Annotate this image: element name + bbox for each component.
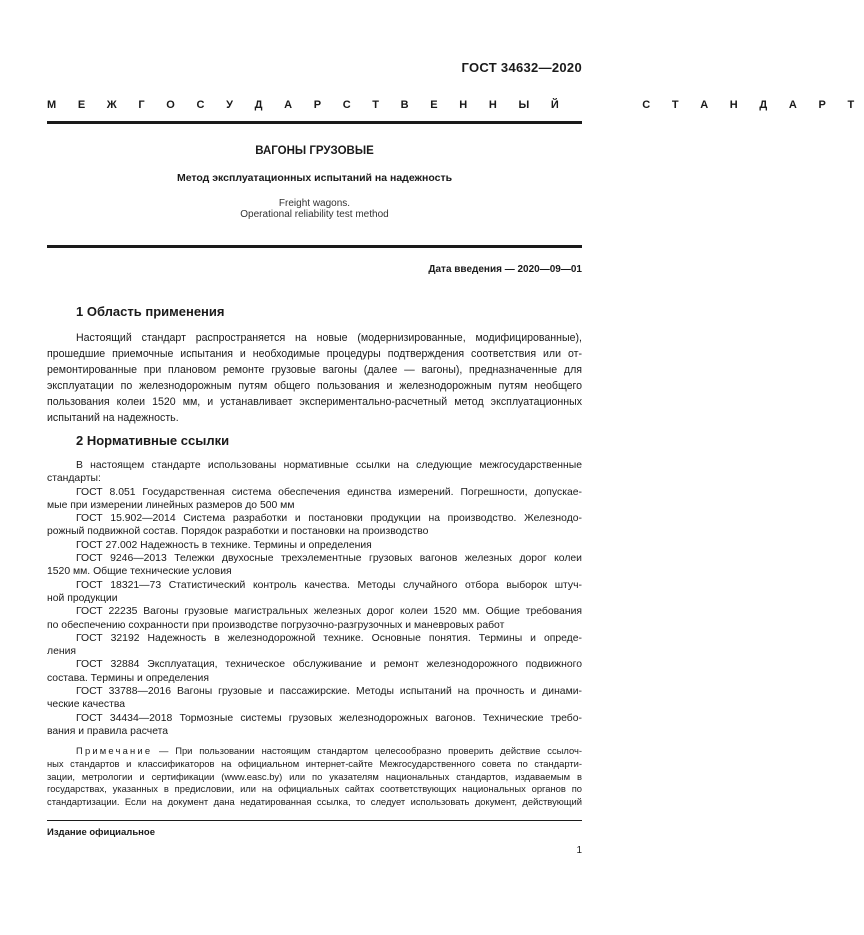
note-line: стандартизации. Если на документ дана недатированная ссылка, то следует использовать документ, действующий [47,796,582,808]
footer-rule [47,820,582,821]
reference-line: ГОСТ 15.902—2014 Система разработки и постановки продукции на производство. Железнодо- [76,513,582,525]
english-title-line-2: Operational reliability test method [240,209,389,220]
reference-line: 1520 мм. Общие технические условия [47,566,232,578]
document-title: ВАГОНЫ ГРУЗОВЫЕ [255,145,374,157]
section-2-body [47,459,582,738]
note-line: государствах, указанных в предисловии, или на официальных сайтах соответствующих национальных органов по [47,783,582,795]
section-2-heading: 2 Нормативные ссылки [76,433,230,448]
text-line: эксплуатации по железнодорожным путям общего пользования и железнодорожным путям необщего [47,380,582,392]
text-line: Настоящий стандарт распространяется на новые (модернизированные, модифицированные), [76,332,582,344]
note-block [47,745,582,809]
english-title-line-1: Freight wagons. [278,198,351,209]
note-first-line [47,745,582,758]
text-line: ремонтированные при плановом ремонте грузовые вагоны (далее — вагоны), предназначенные для [47,364,582,376]
text-line: В настоящем стандарте использованы нормативные ссылки на следующие межгосударственные [76,460,582,471]
note-label: Примечание [76,745,153,756]
section-1-body [47,330,582,426]
reference-line: ческие качества [47,699,126,711]
text-line: испытаний на надежность. [47,412,179,424]
reference-line: ГОСТ 8.051 Государственная система обеспечения единства измерений. Погрешности, допускае- [76,486,582,498]
reference-line: ГОСТ 32192 Надежность в железнодорожной технике. Основные понятия. Термины и опреде- [76,632,582,644]
effective-date: Дата введения — 2020—09—01 [428,264,582,275]
document-code: ГОСТ 34632—2020 [461,60,582,75]
note-text: — При пользовании настоящим стандартом целесообразно проверить действие ссылоч- [152,745,582,756]
reference-line: ГОСТ 34434—2018 Тормозные системы грузовых железнодорожных вагонов. Технические требо- [76,712,582,724]
text-line: прошедшие приемочные испытания и необходимые процедуры подтверждения соответствия или от- [47,348,582,360]
reference-line: ГОСТ 33788—2016 Вагоны грузовые и пассажирские. Методы испытаний на прочность и динами- [76,686,582,698]
note-line: ных стандартов и классификаторов на официальном интернет-сайте Межгосударственного совета по стандарти- [47,757,582,769]
official-edition-label: Издание официальное [47,827,155,838]
reference-line: ГОСТ 9246—2013 Тележки двухосные трехэлементные грузовых вагонов железных дорог колеи [76,553,582,565]
page-number: 1 [576,845,582,856]
title-rule [47,245,582,248]
section-1-heading: 1 Область применения [76,304,225,319]
reference-line: ГОСТ 18321—73 Статистический контроль качества. Методы случайного отбора выборок штуч- [76,579,582,591]
reference-line: ГОСТ 32884 Эксплуатация, техническое обслуживание и ремонт железнодорожного подвижного [76,659,582,671]
reference-line: ной продукции [47,592,118,604]
text-line: пользования колеи 1520 мм, и устанавливает экспериментально-расчетный метод эксплуатационных [47,396,582,408]
text-line: стандарты: [47,473,101,485]
reference-line: состава. Термины и определения [47,672,209,684]
reference-line: вания и правила расчета [47,725,169,737]
reference-line: ГОСТ 27.002 Надежность в технике. Термины и определения [76,539,372,551]
note-line: зации, метрологии и сертификации (www.easc.by) или по указателям национальных стандартов, издаваемым в [47,770,582,782]
standard-banner: М Е Ж Г О С У Д А Р С Т В Е Н Н Ы Й С Т А Н Д А Р Т [47,99,864,111]
reference-line: рожный подвижной состав. Порядок разработки и постановки на производство [47,526,429,538]
top-rule [47,121,582,124]
reference-line: по обеспечению сохранности при производстве погрузочно-разгрузочных и маневровых работ [47,619,505,631]
reference-line: ления [47,646,77,658]
reference-line: ГОСТ 22235 Вагоны грузовые магистральных железных дорог колеи 1520 мм. Общие требования [76,606,582,618]
reference-line: мые при измерении линейных размеров до 500 мм [47,499,295,511]
document-subtitle: Метод эксплуатационных испытаний на надежность [176,172,453,184]
